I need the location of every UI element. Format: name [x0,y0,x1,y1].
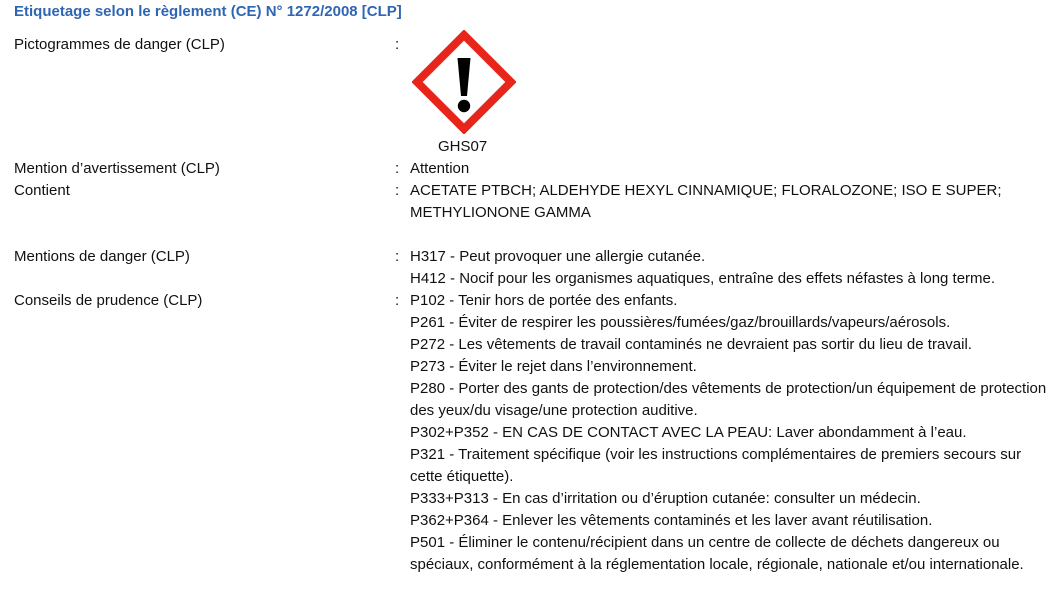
hazard-statement: H412 - Nocif pour les organismes aquatiques, entraîne des effets néfastes à long terme. [410,270,996,287]
contains-colon: : [395,182,400,199]
precautionary-statements-list [410,290,1050,576]
contains-line: ACETATE PTBCH; ALDEHYDE HEXYL CINNAMIQUE; FLORALOZONE; ISO E SUPER; [410,182,1002,199]
precautionary-statement: P102 - Tenir hors de portée des enfants. [410,292,678,309]
exclamation-mark-hazard-icon [412,30,516,141]
precautionary-statement: P273 - Éviter le rejet dans l’environnement. [410,358,697,375]
contains-line: METHYLIONONE GAMMA [410,204,591,221]
hazard-statements-colon: : [395,248,400,265]
hazard-statements-list [410,246,1050,290]
pictogram-code: GHS07 [438,138,488,155]
hazard-statement: H317 - Peut provoquer une allergie cutanée. [410,248,706,265]
precautionary-statements-label: Conseils de prudence (CLP) [14,292,203,309]
pictograms-label: Pictogrammes de danger (CLP) [14,36,225,53]
section-title: Etiquetage selon le règlement (CE) N° 1272/2008 [CLP] [14,3,402,20]
signal-word-label: Mention d’avertissement (CLP) [14,160,220,177]
signal-word-colon: : [395,160,400,177]
precautionary-statement: P501 - Éliminer le contenu/récipient dans un centre de collecte de déchets dangereux ou spéciaux, conformément à la réglementation locale, régionale, nationale et/ou internationale. [410,534,1024,573]
precautionary-statements-colon: : [395,292,400,309]
precautionary-statement: P261 - Éviter de respirer les poussières/fumées/gaz/brouillards/vapeurs/aérosols. [410,314,951,331]
contains-value [410,180,1050,224]
hazard-statements-label: Mentions de danger (CLP) [14,248,190,265]
contains-label: Contient [14,182,70,199]
precautionary-statement: P362+P364 - Enlever les vêtements contaminés et les laver avant réutilisation. [410,512,933,529]
precautionary-statement: P333+P313 - En cas d’irritation ou d’éruption cutanée: consulter un médecin. [410,490,921,507]
precautionary-statement: P321 - Traitement spécifique (voir les instructions complémentaires de premiers secours sur cette étiquette). [410,446,1022,485]
precautionary-statement: P302+P352 - EN CAS DE CONTACT AVEC LA PEAU: Laver abondamment à l’eau. [410,424,967,441]
precautionary-statement: P280 - Porter des gants de protection/des vêtements de protection/un équipement de protection des yeux/du visage/une protection auditive. [410,380,1047,419]
precautionary-statement: P272 - Les vêtements de travail contaminés ne devraient pas sortir du lieu de travail. [410,336,972,353]
signal-word-value: Attention [410,160,470,177]
pictograms-colon: : [395,36,400,53]
